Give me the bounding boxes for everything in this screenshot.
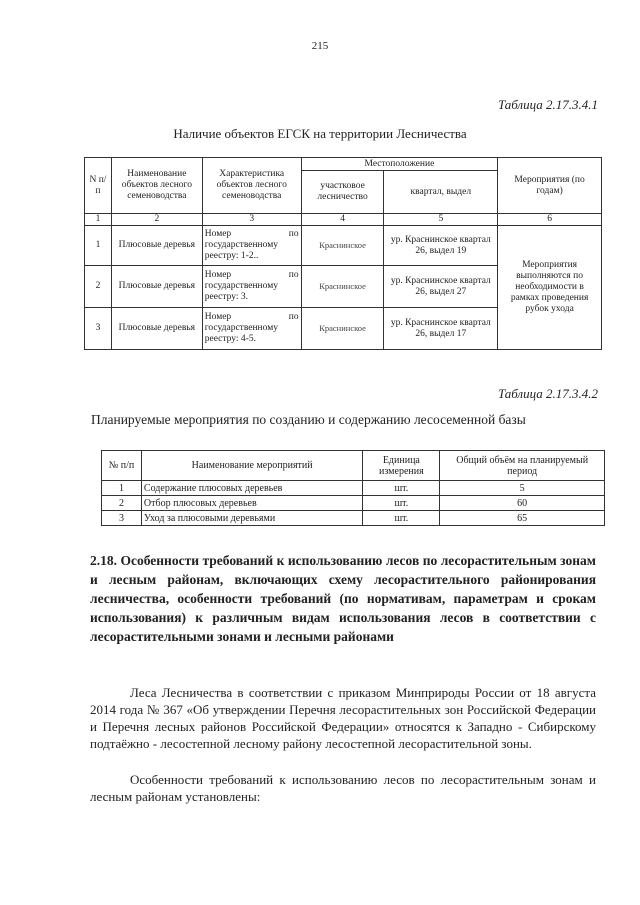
- header-district: участковое лесничество: [301, 171, 384, 214]
- table1-label: Таблица 2.17.3.4.1: [497, 97, 598, 112]
- table2-title: Планируемые мероприятия по созданию и содержанию лесосеменной базы: [91, 412, 526, 427]
- table-row: [102, 511, 605, 526]
- char-registry: государственному реестру: 4-5.: [204, 323, 278, 344]
- row-block: ур. Краснинское квартал 26, выдел 17: [384, 308, 498, 350]
- row-district: Краснинское: [301, 226, 384, 266]
- header-name: Наименование объектов лесного семеноводства: [111, 158, 202, 214]
- section-heading: 2.18. Особенности требований к использованию лесов по лесорастительным зонам и лесным районам, включающих схему лесорастительного районирования лесничества, особенности требований (по нормативам, параметрам и срокам использования) к различным видам использования лесов в соответствии с лесорастительными зонами и лесными районами: [90, 553, 596, 644]
- header-characteristic: Характеристика объектов лесного семеноводства: [202, 158, 301, 214]
- row-volume: 5: [440, 481, 605, 496]
- row-volume: 65: [440, 511, 605, 526]
- header-location: Местоположение: [301, 158, 498, 171]
- header-volume: Общий объём на планируемый период: [440, 451, 605, 481]
- row-name: Плюсовые деревья: [111, 266, 202, 308]
- header-num: № п/п: [102, 451, 142, 481]
- char-number-word: Номер: [204, 229, 232, 239]
- row-num: 3: [85, 308, 112, 350]
- row-characteristic: [202, 266, 301, 308]
- col-number: 3: [202, 214, 301, 226]
- table1-title: Наличие объектов ЕГСК на территории Лесничества: [173, 126, 467, 141]
- row-num: 1: [102, 481, 142, 496]
- header-unit: Единица измерения: [363, 451, 440, 481]
- col-number: 4: [301, 214, 384, 226]
- row-name: Плюсовые деревья: [111, 308, 202, 350]
- seed-base-measures-table: [101, 450, 605, 526]
- col-number: 2: [111, 214, 202, 226]
- row-name: Отбор плюсовых деревьев: [141, 496, 363, 511]
- row-num: 2: [85, 266, 112, 308]
- header-name: Наименование мероприятий: [141, 451, 363, 481]
- table-row: [85, 226, 602, 266]
- char-number-word: Номер: [204, 270, 232, 280]
- col-number: 1: [85, 214, 112, 226]
- page-number: 215: [311, 40, 329, 52]
- row-characteristic: [202, 308, 301, 350]
- row-unit: шт.: [363, 496, 440, 511]
- table2-label: Таблица 2.17.3.4.2: [497, 386, 598, 401]
- egsk-objects-table: [84, 157, 602, 350]
- char-registry: государственному реестру: 3.: [204, 281, 278, 302]
- row-district: Краснинское: [301, 266, 384, 308]
- table-row: [102, 496, 605, 511]
- table-row: [102, 481, 605, 496]
- row-block: ур. Краснинское квартал 26, выдел 27: [384, 266, 498, 308]
- paragraph-forest-zone: Леса Лесничества в соответствии с приказом Минприроды России от 18 августа 2014 года № 367 «Об утверждении Перечня лесорастительных зон Российской Федерации и Перечня лесных районов Российской Федерации» относятся к Западно - Сибирскому подтаёжно - лесостепной лесному району лесостепной лесорастительной зоны.: [90, 685, 596, 751]
- row-district: Краснинское: [301, 308, 384, 350]
- row-name: Плюсовые деревья: [111, 226, 202, 266]
- row-measures: Мероприятия выполняются по необходимости в рамках проведения рубок ухода: [498, 226, 602, 350]
- row-name: Содержание плюсовых деревьев: [141, 481, 363, 496]
- row-characteristic: [202, 226, 301, 266]
- row-unit: шт.: [363, 481, 440, 496]
- row-block: ур. Краснинское квартал 26, выдел 19: [384, 226, 498, 266]
- row-name: Уход за плюсовыми деревьями: [141, 511, 363, 526]
- row-volume: 60: [440, 496, 605, 511]
- header-num: N п/п: [85, 158, 112, 214]
- char-by-word: по: [288, 229, 299, 239]
- char-by-word: по: [288, 312, 299, 322]
- paragraph-requirements: Особенности требований к использованию лесов по лесорастительным зонам и лесным районам установлены:: [90, 772, 596, 804]
- col-number: 5: [384, 214, 498, 226]
- char-registry: государственному реестру: 1-2..: [204, 240, 278, 261]
- header-measures: Мероприятия (по годам): [498, 158, 602, 214]
- row-unit: шт.: [363, 511, 440, 526]
- char-by-word: по: [288, 270, 299, 280]
- char-number-word: Номер: [204, 312, 232, 322]
- row-num: 2: [102, 496, 142, 511]
- header-block: квартал, выдел: [384, 171, 498, 214]
- col-number: 6: [498, 214, 602, 226]
- row-num: 3: [102, 511, 142, 526]
- row-num: 1: [85, 226, 112, 266]
